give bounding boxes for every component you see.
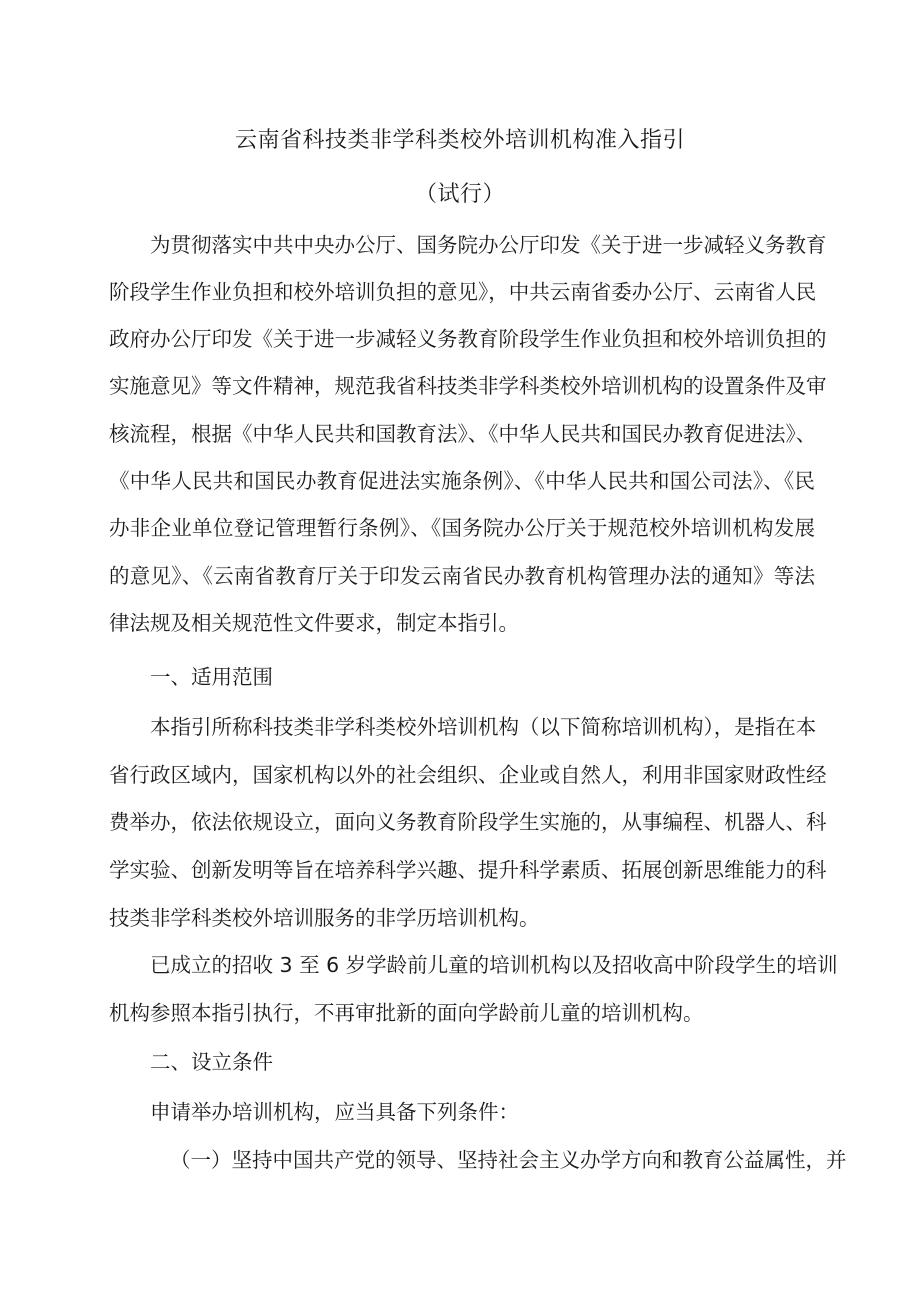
paragraph-line: 省行政区域内，国家机构以外的社会组织、企业或自然人，利用非国家财政性经 [109,763,827,787]
paragraph-line: 的意见》、《云南省教育厅关于印发云南省民办教育机构管理办法的通知》等法 [109,564,815,588]
paragraph-line: 技类非学科类校外培训服务的非学历培训机构。 [109,906,540,930]
paragraph-line: 申请举办培训机构，应当具备下列条件： [150,1100,519,1124]
section-heading: 一、适用范围 [150,665,273,689]
paragraph-line: 核流程，根据《中华人民共和国教育法》、《中华人民共和国民办教育促进法》、 [109,422,817,446]
section-heading: 二、设立条件 [150,1050,273,1074]
paragraph-line: 已成立的招收 3 至 6 岁学龄前儿童的培训机构以及招收高中阶段学生的培训 [150,953,838,977]
paragraph-line: 费举办，依法依规设立，面向义务教育阶段学生实施的，从事编程、机器人、科 [109,810,827,834]
paragraph-line: 实施意见》等文件精神，规范我省科技类非学科类校外培训机构的设置条件及审 [109,374,827,398]
paragraph-line: 学实验、创新发明等旨在培养科学兴趣、提升科学素质、拓展创新思维能力的科 [109,858,827,882]
paragraph-line: 阶段学生作业负担和校外培训负担的意见》，中共云南省委办公厅、云南省人民 [109,280,817,304]
list-item-line: （一）坚持中国共产党的领导、坚持社会主义办学方向和教育公益属性，并 [170,1148,847,1172]
paragraph-line: 政府办公厅印发《关于进一步减轻义务教育阶段学生作业负担和校外培训负担的 [109,327,827,351]
paragraph-line: 为贯彻落实中共中央办公厅、国务院办公厅印发《关于进一步减轻义务教育 [150,233,827,257]
paragraph-line: 办非企业单位登记管理暂行条例》、《国务院办公厅关于规范校外培训机构发展 [109,516,815,540]
paragraph-line: 《中华人民共和国民办教育促进法实施条例》、《中华人民共和国公司法》、《民 [109,469,815,493]
paragraph-line: 律法规及相关规范性文件要求，制定本指引。 [109,611,519,635]
document-title: 云南省科技类非学科类校外培训机构准入指引 [234,128,685,153]
paragraph-line: 机构参照本指引执行，不再审批新的面向学龄前儿童的培训机构。 [109,1001,704,1025]
paragraph-line: 本指引所称科技类非学科类校外培训机构（以下简称培训机构），是指在本 [150,715,817,739]
document-subtitle: （试行） [414,182,505,207]
